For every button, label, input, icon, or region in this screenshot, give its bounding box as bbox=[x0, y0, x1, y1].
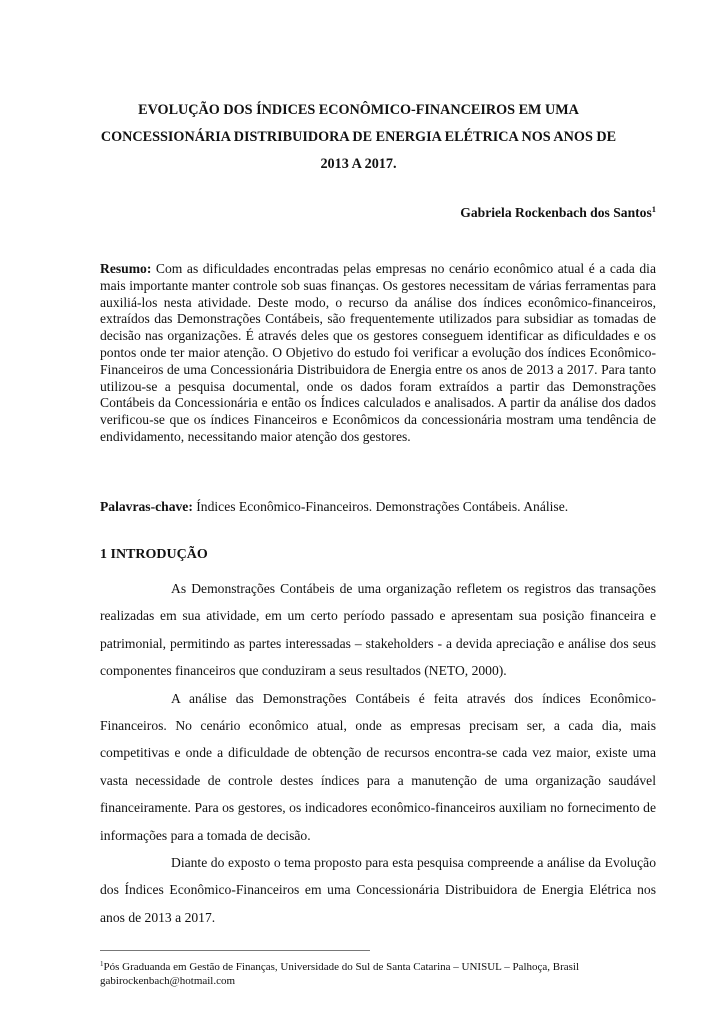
paper-title bbox=[100, 97, 617, 178]
abstract-label: Resumo: bbox=[100, 261, 152, 276]
footnote-email: gabirockenbach@hotmail.com bbox=[100, 975, 236, 987]
footnote bbox=[100, 957, 660, 988]
paragraph: As Demonstrações Contábeis de uma organização refletem os registros das transações realizadas em sua atividade, em um certo período passado e apresentam sua posição financeira e patrimonial, permitindo as partes interessadas – stakeholders - a devida apreciação e análise dos seus componentes financeiros que conduziram a seus resultados (NETO, 2000). bbox=[100, 581, 656, 679]
keywords-text: Índices Econômico-Financeiros. Demonstrações Contábeis. Análise. bbox=[196, 499, 569, 514]
paragraph: A análise das Demonstrações Contábeis é feita através dos índices Econômico-Financeiros. No cenário econômico atual, onde as empresas precisam ser, a cada dia, mais competitivas e onde a dificuldade de obtenção de recursos encontra-se cada vez maior, existe uma vasta necessidade de controle destes índices para a manutenção de uma organização saudável financeiramente. Para os gestores, os indicadores econômico-financeiros auxiliam no fornecimento de informações para a tomada de decisão. bbox=[100, 690, 656, 843]
author-name: Gabriela Rockenbach dos Santos bbox=[460, 205, 652, 220]
abstract-text: Com as dificuldades encontradas pelas empresas no cenário econômico atual é a cada dia mais importante manter controle sob suas finanças. Os gestores necessitam de várias ferramentas para auxiliá-los nesta atividade. Deste modo, o recurso da análise dos índices econômico-financeiros, extraídos das Demonstrações Contábeis, são frequentemente utilizados para subsidiar as tomadas de decisão nas organizações. É através deles que os gestores conseguem identificar as dificuldades e os pontos onde ter maior atenção. O Objetivo do estudo foi verificar a evolução dos índices Econômico-Financeiros de uma Concessionária Distribuidora de Energia entre os anos de 2013 a 2017. Para tanto utilizou-se a pesquisa documental, onde os dados foram extraídos a partir das Demonstrações Contábeis da Concessionária e então os Índices calculados e analisados. A partir da análise dos dados verificou-se que os índices Financeiros e Econômicos da concessionária mostram uma tendência de endividamento, necessitando maior atenção dos gestores. bbox=[100, 261, 656, 444]
author bbox=[460, 204, 656, 221]
footnote-affiliation: Pós Graduanda em Gestão de Finanças, Universidade do Sul de Santa Catarina – UNISUL – Palhoça, Brasil bbox=[103, 961, 580, 973]
title-line-3: 2013 A 2017. bbox=[320, 156, 397, 172]
section-heading: 1 INTRODUÇÃO bbox=[100, 547, 208, 562]
title-line-2: CONCESSIONÁRIA DISTRIBUIDORA DE ENERGIA ELÉTRICA NOS ANOS DE bbox=[100, 129, 617, 145]
title-line-1: EVOLUÇÃO DOS ÍNDICES ECONÔMICO-FINANCEIROS EM UMA bbox=[138, 102, 579, 118]
section-body bbox=[100, 575, 656, 931]
keywords bbox=[100, 498, 660, 515]
paragraph: Diante do exposto o tema proposto para esta pesquisa compreende a análise da Evolução dos Índices Econômico-Financeiros em uma Concessionária Distribuidora de Energia Elétrica nos anos de 2013 a 2017. bbox=[100, 855, 656, 925]
abstract bbox=[100, 261, 656, 446]
footnote-line-1 bbox=[100, 957, 660, 974]
footnote-divider bbox=[100, 950, 370, 951]
footnote-mark: 1 bbox=[100, 960, 104, 968]
keywords-label: Palavras-chave: bbox=[100, 499, 193, 514]
author-footnote-mark: 1 bbox=[651, 204, 656, 214]
